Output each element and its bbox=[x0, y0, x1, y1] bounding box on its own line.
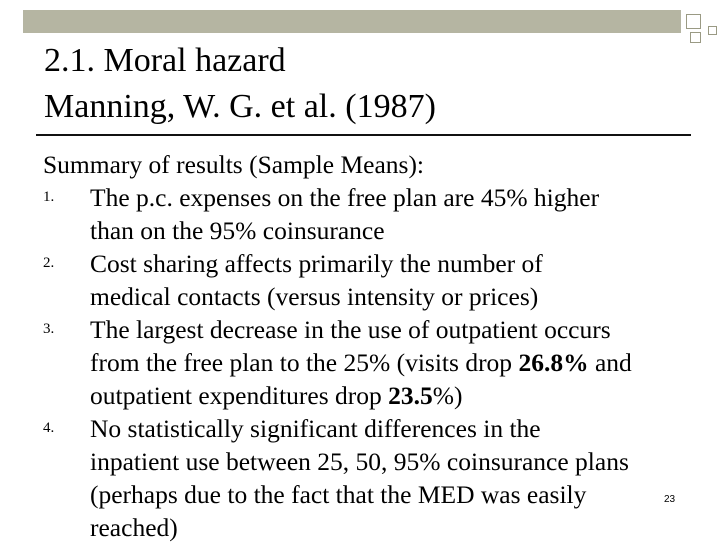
slide-body bbox=[43, 148, 703, 544]
expenditures-drop-value: 23.5 bbox=[388, 381, 433, 410]
title-line: Manning, W. G. et al. (1987) bbox=[44, 88, 436, 125]
text-run: and bbox=[588, 348, 632, 377]
list-line: (perhaps due to the fact that the MED was easily bbox=[90, 480, 587, 509]
decorative-square-icon bbox=[686, 14, 701, 29]
list-line: The p.c. expenses on the free plan are 45% higher bbox=[90, 183, 600, 212]
list-number: 3. bbox=[43, 321, 55, 337]
slide-title bbox=[44, 38, 436, 130]
list-line: No statistically significant differences in the bbox=[90, 414, 541, 443]
list-line: inpatient use between 25, 50, 95% coinsurance plans bbox=[90, 447, 629, 476]
list-line: The largest decrease in the use of outpatient occurs bbox=[90, 315, 611, 344]
decorative-square-icon bbox=[708, 26, 717, 35]
list-line bbox=[90, 346, 703, 379]
title-divider bbox=[36, 134, 691, 136]
summary-intro: Summary of results (Sample Means): bbox=[43, 150, 425, 179]
header-bar bbox=[23, 10, 681, 33]
decorative-square-icon bbox=[690, 32, 701, 43]
list-line: reached) bbox=[90, 513, 178, 542]
list-line bbox=[90, 379, 703, 412]
title-line: 2.1. Moral hazard bbox=[44, 42, 286, 79]
list-item bbox=[43, 247, 703, 313]
page-number: 23 bbox=[664, 494, 676, 505]
text-run: from the free plan to the 25% (visits drop bbox=[90, 348, 519, 377]
list-item bbox=[43, 181, 703, 247]
list-number: 4. bbox=[43, 420, 55, 436]
list-line: than on the 95% coinsurance bbox=[90, 216, 385, 245]
visits-drop-value: 26.8% bbox=[518, 348, 589, 377]
list-number: 1. bbox=[43, 189, 55, 205]
list-line: Cost sharing affects primarily the number of bbox=[90, 249, 543, 278]
list-number: 2. bbox=[43, 255, 55, 271]
text-run: outpatient expenditures drop bbox=[90, 381, 389, 410]
list-item bbox=[43, 412, 703, 544]
list-line: medical contacts (versus intensity or prices) bbox=[90, 282, 539, 311]
list-item bbox=[43, 313, 703, 412]
text-run: %) bbox=[432, 381, 463, 410]
